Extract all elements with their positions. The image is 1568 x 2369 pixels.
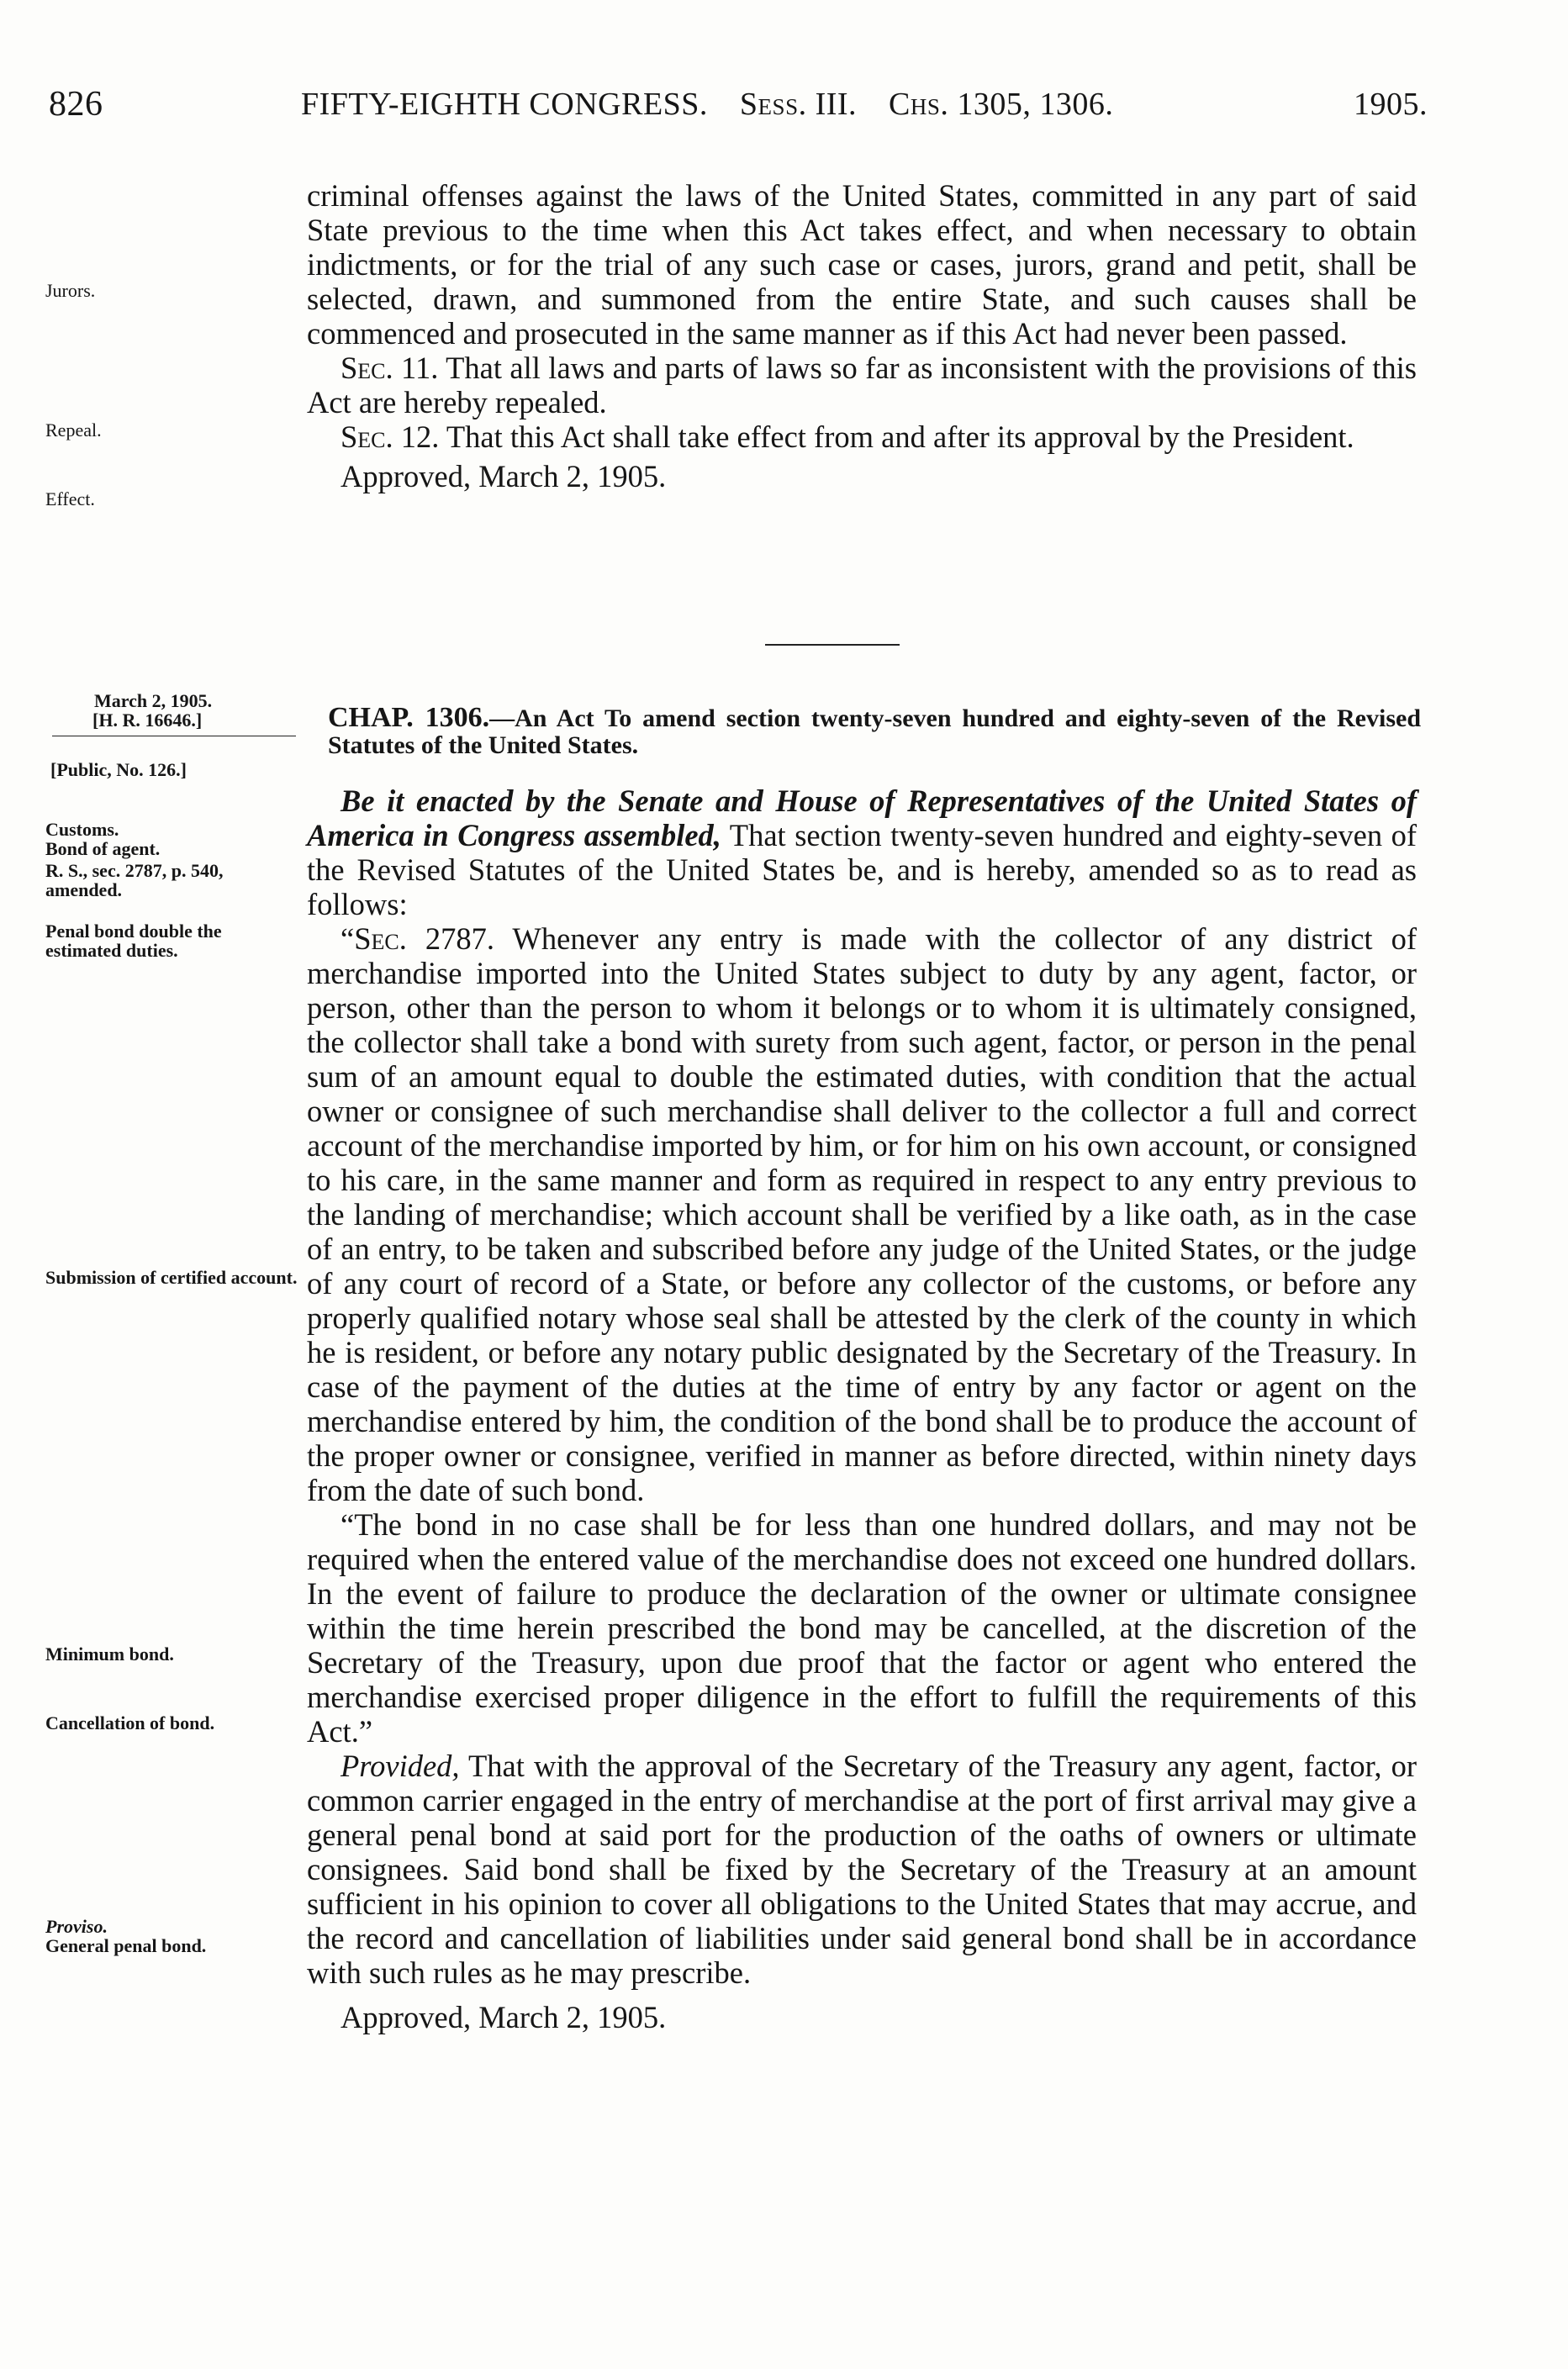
margin-note-customs: Customs. [45,819,119,840]
congress-title: FIFTY-EIGHTH CONGRESS. [301,87,708,122]
margin-note-cancellation: Cancellation of bond. [45,1712,215,1733]
running-head-title [301,86,1113,123]
section-2787-paragraph [307,921,1417,1507]
jurors-paragraph: criminal offenses against the laws of the United States, committed in any part of said State previous to the time when this Act takes effect, and when necessary to obtain indictments, or for the trial of any such case or cases, jurors, grand and petit, shall be selected, drawn, and summoned from the entire State, and such causes shall be commenced and prosecuted in the same manner as if this Act had never been passed. [307,178,1417,351]
margin-note-bond-of-agent: Bond of agent. [45,838,161,859]
provided-text: That with the approval of the Secretary of the Treasury any agent, factor, or common carrier engaged in the entry of merchandise at the port of first arrival may give a general penal bond at said port for the production of the oaths of owners or ultimate consignees. Said bond shall be fixed by the Secretary of the Treasury at an amount sufficient in his opinion to cover all obligations to the United States that may accrue, and the record and cancellation of liabilities under said general bond shall be in accordance with such rules as he may prescribe. [307,1749,1418,1990]
section-11-text: That all laws and parts of laws so far as inconsistent with the provisions of this Act are hereby repealed. [307,351,1418,419]
bond-paragraph: “The bond in no case shall be for less than one hundred dollars, and may not be required when the entered value of the merchandise does not exceed one hundred dollars. In the event of failure to produce the declaration of the owner or ultimate consignee within the time herein prescribed the bond may be cancelled, at the discretion of the Secretary of the Treasury, upon due proof that the factor or agent who entered the merchandise exercised proper diligence in the effort to fulfill the requirements of this Act.” [307,1507,1417,1749]
section-12 [307,419,1417,454]
margin-note-public: [Public, No. 126.] [50,759,187,780]
margin-note-general-penal-bond: General penal bond. [45,1935,207,1956]
enacting-clause: Be it enacted by the Senate and House of Representatives of the United States of America in Congress assembled, [307,784,1417,852]
margin-note-submission: Submission of certified account. [45,1267,298,1288]
section-divider [765,644,900,646]
running-head [49,84,1428,135]
chapter-1306-body [307,784,1417,2034]
section-2787-label: “Sec. 2787. [341,921,495,956]
chapter-label: CHAP. 1306. [328,702,490,733]
margin-note-hr: [H. R. 16646.] [92,710,203,731]
section-12-text: That this Act shall take effect from and after its approval by the President. [446,419,1354,454]
chapter-1306-title [328,704,1421,759]
chapter-1305-continuation [307,178,1417,493]
margin-note-date: March 2, 1905. [94,690,213,711]
provided-label: Provided, [341,1749,460,1783]
chapter-title-text: —An Act To amend section twenty-seven hundred and eighty-seven of the Revised Statutes of the United States. [328,704,1421,759]
section-11 [307,351,1417,419]
section-12-label: Sec. 12. [341,419,440,454]
margin-note-repeal: Repeal. [45,419,102,441]
margin-note-effect: Effect. [45,488,95,509]
margin-note-penal-bond: Penal bond double the estimated duties. [45,921,222,961]
approved-line-1306: Approved, March 2, 1905. [341,2000,667,2034]
year-label: 1905. [1354,87,1428,122]
section-2787-text: Whenever any entry is made with the collector of any district of merchandise imported into the United States subject to duty by any agent, factor, or person, other than the person to whom it belongs or to whom it is ultimately consigned, the collector shall take a bond with surety from such agent, factor, or person in the penal sum of an amount equal to double the estimated duties, with condition that the actual owner or consignee of such merchandise shall deliver to the collector a full and correct account of the merchandise imported by him, or for him on his own account, or consigned to his care, in the same manner and form as required in respect to any entry previous to the landing of merchandise; which account shall be verified by a like oath, as in the case of an entry, to be taken and subscribed before any judge of the United States, or the judge of any court of record of a State, or before any collector of the customs, or before any properly qualified notary whose seal shall be attested by the clerk of the county in which he is resident, or before any notary public designated by the Secretary of the Treasury. In case of the payment of the duties at the time of entry by any factor or agent on the merchandise entered by him, the condition of the bond shall be to produce the account of the proper owner or consignee, verified in manner as before directed, within ninety days from the date of such bond. [307,921,1417,1507]
chapters-label: Chs. 1305, 1306. [889,87,1114,122]
section-11-label: Sec. 11. [341,351,439,385]
margin-note-proviso: Proviso. [45,1916,108,1937]
enacting-text: That section twenty-seven hundred and eighty-seven of the Revised Statutes of the United States be, and is hereby, amended so as to read as follows: [307,818,1418,921]
margin-note-minimum-bond: Minimum bond. [45,1644,174,1665]
approved-line-1305: Approved, March 2, 1905. [341,459,667,493]
margin-note-jurors: Jurors. [45,280,96,301]
enacting-paragraph [307,784,1417,921]
session-label: Sess. III. [739,87,858,122]
page-number: 826 [49,85,103,124]
proviso-paragraph [307,1749,1417,1990]
margin-note-rs-ref: R. S., sec. 2787, p. 540, amended. [45,860,224,900]
